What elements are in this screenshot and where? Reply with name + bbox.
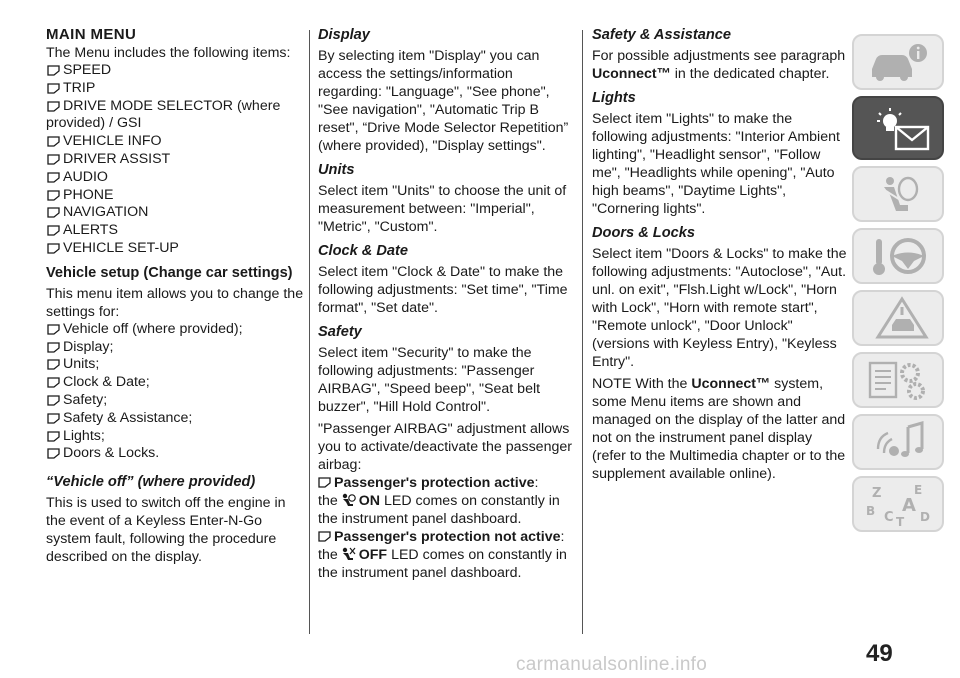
list-item: Safety; <box>46 392 304 410</box>
safety-airbag-text: "Passenger AIRBAG" adjustment allows you to activate/deactivate the passenger airbag: <box>318 421 572 473</box>
units-text: Select item "Units" to choose the unit of measurement between: "Imperial", "Metric", "Custom". <box>318 183 567 235</box>
tick-bullet-icon <box>318 531 331 542</box>
lights-heading: Lights <box>592 90 636 106</box>
tick-bullet-icon <box>47 65 60 76</box>
list-item: Vehicle off (where provided); <box>46 321 304 339</box>
airbag-off-indicator-icon <box>340 547 356 562</box>
safety-assistance-text: For possible adjustments see paragraph Uconnect™ in the dedicated chapter. <box>592 48 846 82</box>
list-item: Display; <box>46 339 304 357</box>
airbag-on-indicator-icon <box>340 493 356 508</box>
tick-bullet-icon <box>47 243 60 254</box>
main-menu-title: MAIN MENU <box>46 26 137 43</box>
tab-maintenance[interactable] <box>852 352 944 408</box>
safety-assistance-heading: Safety & Assistance <box>592 27 731 43</box>
watermark: carmanualsonline.info <box>516 654 708 675</box>
index-letter: A <box>902 495 916 516</box>
tab-car-info[interactable] <box>852 34 944 90</box>
clock-date-heading: Clock & Date <box>318 243 409 259</box>
multimedia-music-icon <box>862 419 934 465</box>
clock-date-text: Select item "Clock & Date" to make the following adjustments: "Set time", "Time format", "Set date". <box>318 264 568 316</box>
doors-locks-heading: Doors & Locks <box>592 225 695 241</box>
tick-bullet-icon <box>47 395 60 406</box>
list-item: SPEED <box>46 62 304 80</box>
list-item: NAVIGATION <box>46 204 304 222</box>
vehicle-setup-list <box>46 321 304 463</box>
tick-bullet-icon <box>47 448 60 459</box>
tick-bullet-icon <box>47 172 60 183</box>
alphabetical-index-icon <box>862 481 934 527</box>
list-item: Clock & Date; <box>46 374 304 392</box>
list-item: AUDIO <box>46 169 304 187</box>
safety-heading: Safety <box>318 324 362 340</box>
tick-bullet-icon <box>47 207 60 218</box>
tick-bullet-icon <box>47 431 60 442</box>
list-item: DRIVER ASSIST <box>46 151 304 169</box>
column-divider <box>309 30 310 634</box>
vehicle-setup-heading: Vehicle setup (Change car settings) <box>46 264 293 281</box>
tick-bullet-icon <box>47 83 60 94</box>
uconnect-note: NOTE With the Uconnect™ system, some Menu items are shown and managed on the display of the latter and not on the instrument panel display (refer to the Multimedia chapter or to the supplement available online). <box>592 376 846 482</box>
column-3 <box>592 26 848 487</box>
tick-bullet-icon <box>47 359 60 370</box>
tick-bullet-icon <box>47 342 60 353</box>
list-item: Units; <box>46 356 304 374</box>
chapter-sidebar <box>852 34 946 538</box>
tick-bullet-icon <box>47 377 60 388</box>
dashboard-lights-message-icon <box>862 105 934 151</box>
airbag-safety-icon <box>862 171 934 217</box>
tab-emergency[interactable] <box>852 290 944 346</box>
tick-bullet-icon <box>47 154 60 165</box>
tick-bullet-icon <box>318 477 331 488</box>
list-item: Doors & Locks. <box>46 445 304 463</box>
index-letter: D <box>920 510 930 524</box>
main-menu-list <box>46 62 304 258</box>
tab-dashboard-lights[interactable] <box>852 96 944 160</box>
tick-bullet-icon <box>47 190 60 201</box>
steering-key-icon <box>862 233 934 279</box>
list-item: PHONE <box>46 187 304 205</box>
tick-bullet-icon <box>47 324 60 335</box>
tab-starting-driving[interactable] <box>852 228 944 284</box>
index-letter: T <box>896 515 905 527</box>
list-item: VEHICLE SET-UP <box>46 240 304 258</box>
list-item: Lights; <box>46 428 304 446</box>
index-letter: Z <box>872 486 882 501</box>
vehicle-off-text: This is used to switch off the engine in the event of a Keyless Enter-N-Go system fault, following the procedure described on the display. <box>46 495 286 566</box>
list-item: Safety & Assistance; <box>46 410 304 428</box>
airbag-active-item: Passenger's protection active: the ON LED comes on constantly in the instrument panel dashboard. <box>318 475 560 527</box>
tick-bullet-icon <box>47 225 60 236</box>
car-info-icon <box>862 39 934 85</box>
main-menu-intro: The Menu includes the following items: <box>46 45 291 61</box>
page-number: 49 <box>866 640 893 667</box>
tick-bullet-icon <box>47 101 60 112</box>
tick-bullet-icon <box>47 136 60 147</box>
index-letter: E <box>914 483 923 497</box>
display-heading: Display <box>318 27 370 43</box>
column-divider <box>582 30 583 634</box>
tab-safety[interactable] <box>852 166 944 222</box>
safety-text: Select item "Security" to make the following adjustments: "Passenger AIRBAG", "Speed beep", "Seat belt buzzer", "Hill Hold Control". <box>318 345 541 415</box>
doors-locks-text: Select item "Doors & Locks" to make the following adjustments: "Autoclose", "Aut. unl. on exit", "Flsh.Light w/Lock", "Horn with Lock", "Horn with remote start", "Remote unlock", "Door Unlock" (versions with Keyless Entry), "Keyless Entry". <box>592 246 847 370</box>
list-item: VEHICLE INFO <box>46 133 304 151</box>
column-1 <box>46 26 304 570</box>
tab-index[interactable] <box>852 476 944 532</box>
maintenance-gears-icon <box>862 357 934 403</box>
column-2 <box>318 26 576 586</box>
index-letter: B <box>866 504 876 518</box>
index-letter: C <box>884 510 894 525</box>
vehicle-setup-intro: This menu item allows you to change the settings for: <box>46 285 304 320</box>
tick-bullet-icon <box>47 413 60 424</box>
display-text: By selecting item "Display" you can access the settings/information regarding: "Language", "See phone", "See navigation", "Automatic Trip B reset", “Drive Mode Selector Repetition” (where provided), "Display settings". <box>318 48 569 154</box>
list-item: ALERTS <box>46 222 304 240</box>
list-item: TRIP <box>46 80 304 98</box>
list-item: DRIVE MODE SELECTOR (where provided) / GSI <box>46 97 281 132</box>
vehicle-off-heading: “Vehicle off” (where provided) <box>46 474 256 491</box>
lights-text: Select item "Lights" to make the following adjustments: "Interior Ambient lighting", "Headlight sensor", "Follow me", "Headlights while opening", "Auto high beams", "Daytime Lights", "Cornering lights". <box>592 111 840 217</box>
breakdown-warning-icon <box>862 295 934 341</box>
airbag-not-active-item: Passenger's protection not active: the OFF LED comes on constantly in the instrument panel dashboard. <box>318 529 567 581</box>
units-heading: Units <box>318 162 355 178</box>
tab-multimedia[interactable] <box>852 414 944 470</box>
